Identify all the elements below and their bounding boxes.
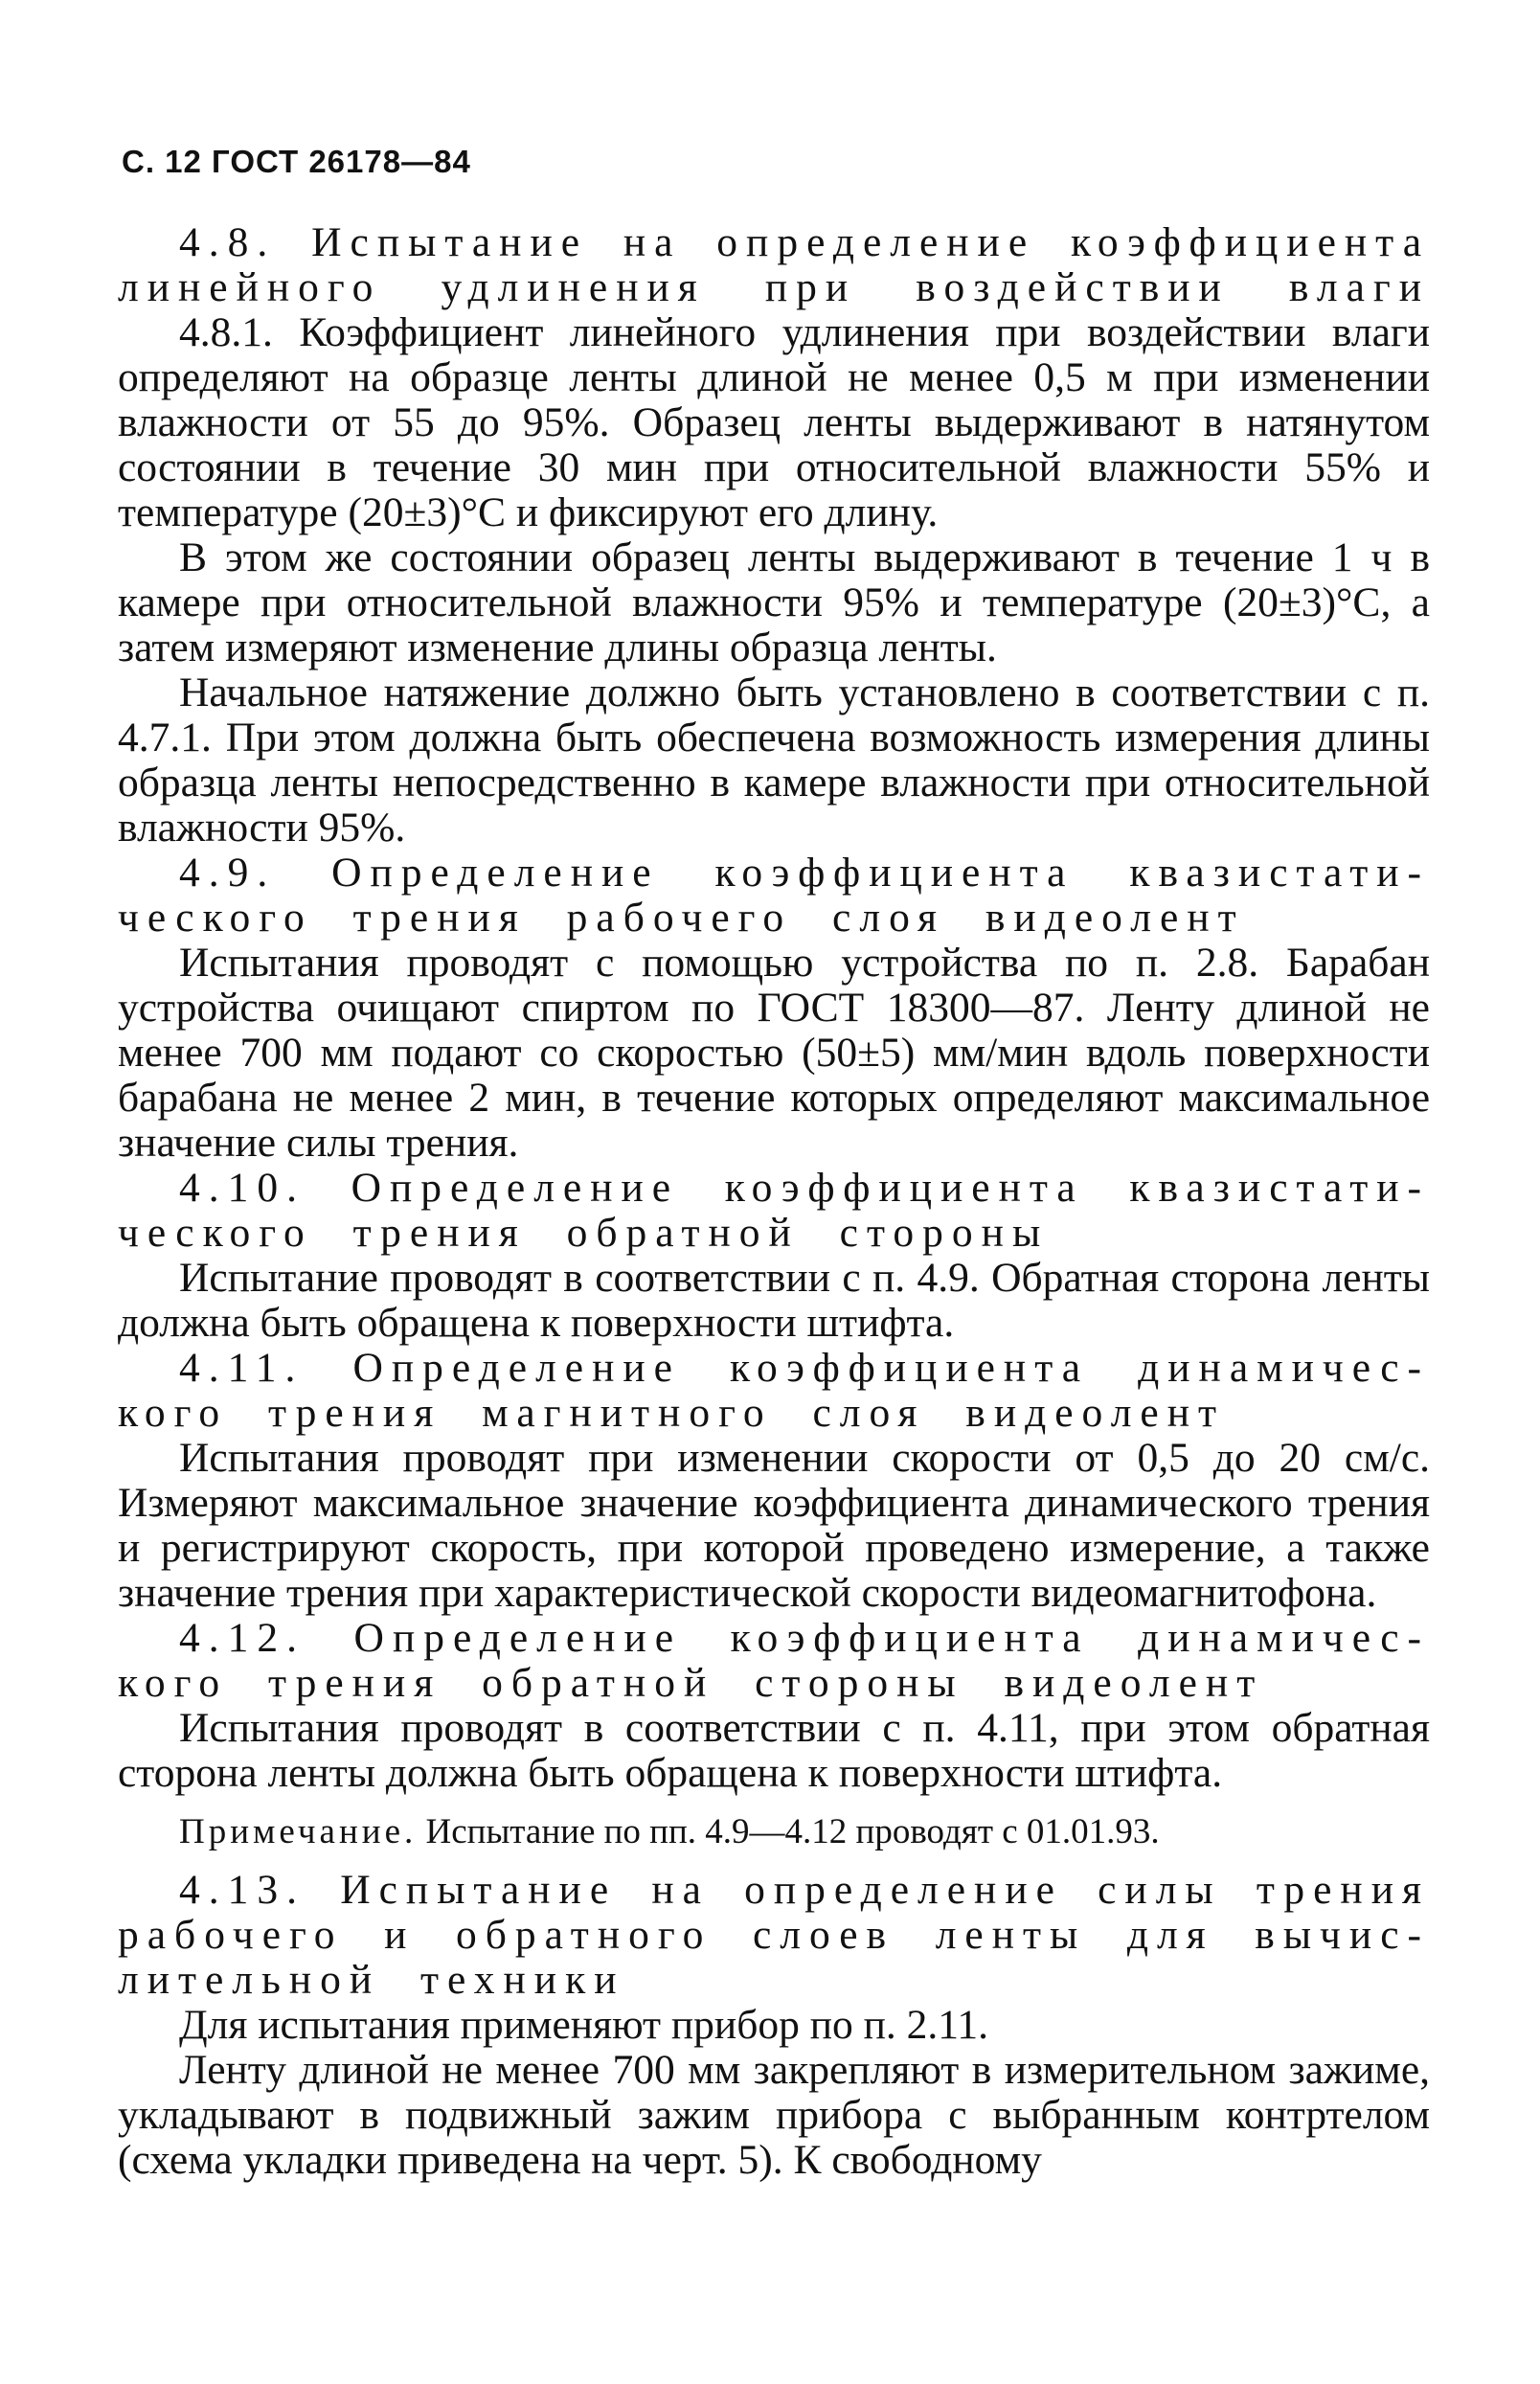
section-4-13-paragraph-1: Для испытания применяют прибор по п. 2.11. — [179, 2002, 989, 2048]
document-body — [118, 220, 1430, 2183]
section-4-9-title-cont: ческого трения рабочего слоя видеолент — [118, 895, 1245, 941]
section-4-10-paragraph: Испытание проводят в соответствии с п. 4.9. Обратная сторона ленты должна быть обращена к поверхности штифта. — [118, 1255, 1430, 1346]
section-4-11-title-cont: кого трения магнитного слоя видеолент — [118, 1390, 1226, 1436]
section-4-8-1-paragraph: 4.8.1. Коэффициент линейного удлинения при воздействии влаги определяют на образце ленты длиной не менее 0,5 м при изменении влажности от 55 до 95%. Образец ленты выдерживают в натянутом состоянии в течение 30 мин при относительной влажности 55% и температуре (20±3)°С и фиксируют его длину. — [118, 309, 1430, 535]
section-4-11-title: 4.11. Определение коэффициента динамичес- — [179, 1345, 1430, 1391]
section-4-8-paragraph-3: Начальное натяжение должно быть установлено в соответствии с п. 4.7.1. При этом должна быть обеспечена возможность измерения длины образца ленты непосредственно в камере влажности при относительной влажности 95%. — [118, 670, 1430, 851]
section-4-13-title: 4.13. Испытание на определение силы трения — [179, 1867, 1430, 1913]
section-4-10-title-cont: ческого трения обратной стороны — [118, 1210, 1050, 1256]
section-4-13-paragraph-2: Ленту длиной не менее 700 мм закрепляют в измерительном зажиме, укладывают в подвижный зажим прибора с выбранным контртелом (схема укладки приведена на черт. 5). К свободному — [118, 2047, 1430, 2183]
page-header: С. 12 ГОСТ 26178—84 — [122, 144, 471, 179]
section-4-9-title: 4.9. Определение коэффициента квазистати- — [179, 850, 1430, 896]
note — [179, 1809, 1430, 1854]
section-4-9-paragraph: Испытания проводят с помощью устройства по п. 2.8. Барабан устройства очищают спиртом по ГОСТ 18300—87. Ленту длиной не менее 700 мм подают со скоростью (50±5) мм/мин вдоль поверхности барабана не менее 2 мин, в течение которых определяют максимальное значение силы трения. — [118, 940, 1430, 1166]
section-4-13-title-cont-2: лительной техники — [118, 1957, 625, 2003]
section-4-8-title-cont: линейного удлинения при воздействии влаги — [118, 264, 1430, 310]
section-4-11-paragraph: Испытания проводят при изменении скорости от 0,5 до 20 см/с. Измеряют максимальное значение коэффициента динамического трения и регистрируют скорость, при которой проведено измерение, а также значение трения при характеристической скорости видеомагнитофона. — [118, 1435, 1430, 1616]
section-4-8-paragraph-2: В этом же состоянии образец ленты выдерживают в течение 1 ч в камере при относительной влажности 95% и температуре (20±3)°С, а затем измеряют изменение длины образца ленты. — [118, 534, 1430, 670]
section-4-8-title: 4.8. Испытание на определение коэффициента — [179, 219, 1430, 265]
note-text: Испытание по пп. 4.9—4.12 проводят с 01.01.93. — [425, 1812, 1160, 1851]
section-4-12-title-cont: кого трения обратной стороны видеолент — [118, 1660, 1264, 1706]
section-4-12-title: 4.12. Определение коэффициента динамичес- — [179, 1615, 1430, 1661]
section-4-13-title-cont: рабочего и обратного слоев ленты для вычис- — [118, 1912, 1430, 1958]
note-label: Примечание. — [179, 1812, 418, 1851]
section-4-10-title: 4.10. Определение коэффициента квазистати- — [179, 1165, 1430, 1211]
section-4-12-paragraph: Испытания проводят в соответствии с п. 4.11, при этом обратная сторона ленты должна быть обращена к поверхности штифта. — [118, 1705, 1430, 1796]
